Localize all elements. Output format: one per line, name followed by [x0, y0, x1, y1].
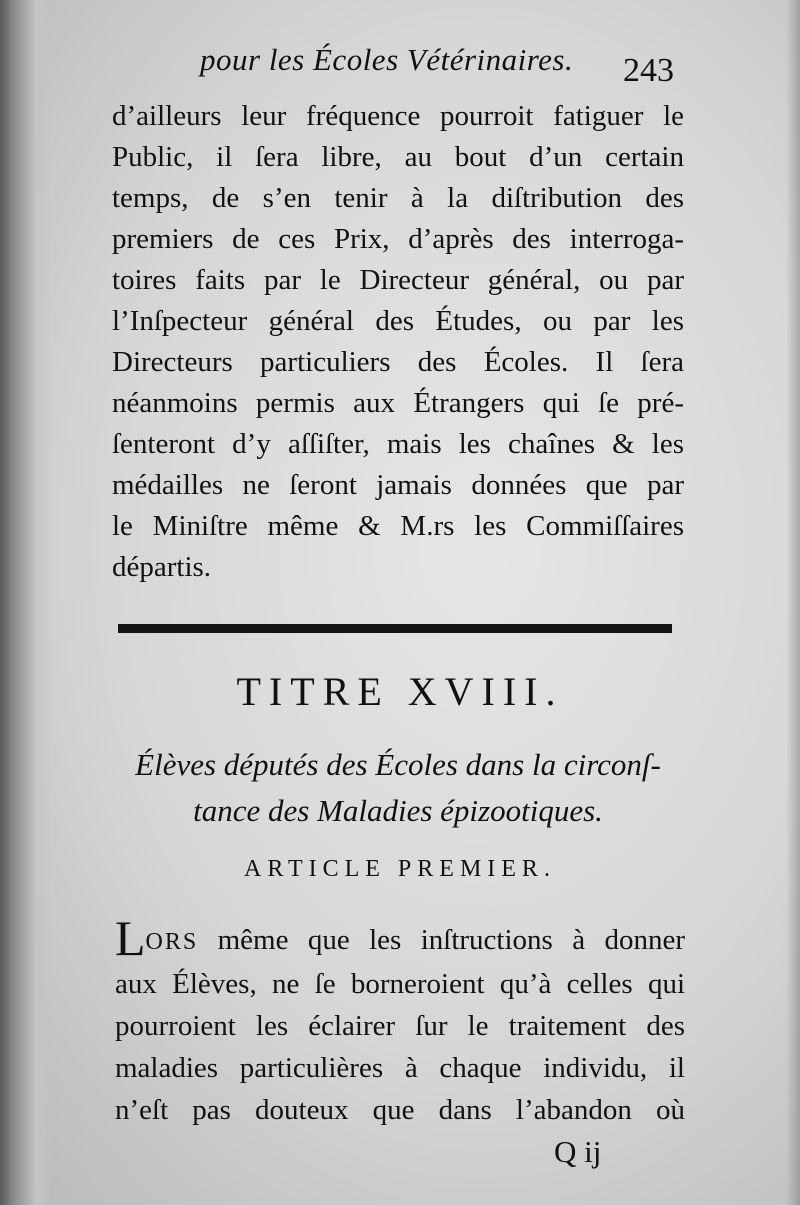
text-line: temps, de s’en tenir à la diſtribution des [112, 182, 684, 214]
text-line: premiers de ces Prix, d’après des interroga- [112, 223, 684, 255]
page-number: 243 [623, 52, 674, 89]
text-line-first [115, 910, 685, 966]
text-line: néanmoins permis aux Étrangers qui ſe pré- [112, 387, 684, 419]
article-heading: ARTICLE PREMIER. [244, 856, 556, 882]
drop-capital: L [115, 910, 146, 966]
section-subtitle [112, 742, 684, 834]
text-line: n’eſt pas douteux que dans l’abandon où [115, 1094, 685, 1126]
subtitle-line: Élèves députés des Écoles dans la circonſ- [135, 747, 661, 782]
subtitle-line: tance des Maladies épizootiques. [193, 793, 603, 828]
article-paragraph [115, 910, 685, 1131]
text-line: aux Élèves, ne ſe borneroient qu’à celles qui [115, 968, 685, 1000]
text-line: départis. [112, 551, 212, 583]
text-line: ſenteront d’y aſſiſter, mais les chaînes & les [112, 428, 684, 460]
text-line: Public, il ſera libre, au bout d’un certain [112, 141, 684, 173]
signature-mark: Q ij [554, 1134, 602, 1169]
text-line: le Miniſtre même & M.rs les Commiſſaires [112, 510, 684, 542]
paragraph-continuation [112, 96, 684, 588]
running-head: pour les Écoles Vétérinaires. [200, 42, 574, 77]
first-line-rest: même que les inſtructions à donner [217, 924, 685, 956]
text-line: Directeurs particuliers des Écoles. Il ſera [112, 346, 684, 378]
section-title: TITRE XVIII. [236, 669, 564, 714]
text-line: l’Inſpecteur général des Études, ou par les [112, 305, 684, 337]
page-edge-shadow [786, 0, 800, 1205]
text-line: pourroient les éclairer ſur le traitement des [115, 1010, 685, 1042]
text-line: maladies particulières à chaque individu, il [115, 1052, 685, 1084]
text-line: toires faits par le Directeur général, ou par [112, 264, 684, 296]
section-rule [118, 624, 672, 633]
book-gutter-shadow [0, 0, 52, 1205]
text-line: médailles ne ſeront jamais données que par [112, 469, 684, 501]
small-caps-word: ORS [145, 929, 199, 955]
text-line: d’ailleurs leur fréquence pourroit fatiguer le [112, 100, 684, 132]
